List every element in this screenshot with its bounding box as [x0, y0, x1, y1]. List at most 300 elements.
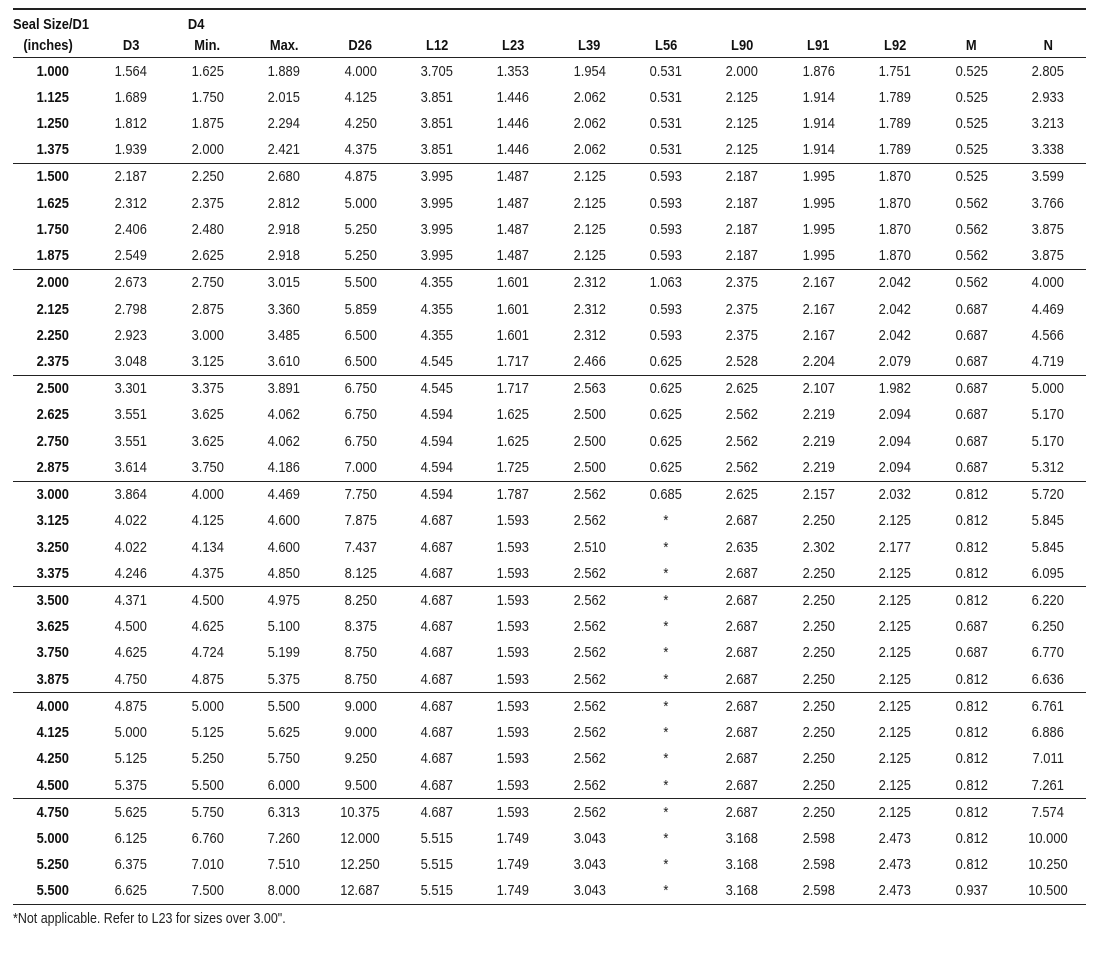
cell-value: 3.875 [1031, 247, 1064, 265]
table-cell [551, 746, 627, 772]
table-cell [780, 110, 856, 136]
table-cell [475, 375, 551, 402]
table-cell [322, 666, 398, 693]
d4-group-header: D4 [188, 16, 205, 33]
table-cell [628, 560, 704, 587]
table-row [13, 719, 1086, 745]
footnote: *Not applicable. Refer to L23 for sizes over 3.00". [13, 911, 286, 927]
table-cell [704, 825, 780, 851]
table-cell [1010, 375, 1087, 402]
cell-value: 2.598 [802, 882, 835, 900]
table-cell [169, 852, 245, 878]
cell-value: 4.125 [191, 512, 224, 530]
cell-value: 3.875 [1031, 220, 1064, 238]
table-cell [475, 799, 551, 826]
cell-value: 0.525 [955, 115, 988, 133]
cell-value: 2.562 [573, 512, 606, 530]
cell-value: 2.177 [878, 538, 912, 556]
cell-value: 2.923 [115, 326, 148, 344]
column-header-l56: L56 [633, 33, 699, 58]
table-cell [93, 375, 169, 402]
table-cell [322, 587, 398, 614]
table-cell [169, 348, 245, 375]
cell-value: 5.625 [267, 724, 301, 742]
cell-value: 4.355 [420, 326, 453, 344]
table-cell [704, 454, 780, 481]
cell-value: 1.593 [496, 670, 530, 688]
table-cell [399, 534, 475, 560]
cell-value: 4.687 [420, 750, 453, 768]
cell-value: 3.875 [36, 670, 70, 688]
column-header-l39: L39 [557, 33, 623, 58]
cell-value: 3.168 [726, 882, 759, 900]
seal-size-cell [13, 110, 93, 136]
table-row [13, 534, 1086, 560]
cell-value: 1.593 [496, 591, 530, 609]
table-row [13, 746, 1086, 772]
cell-value: 3.995 [420, 194, 453, 212]
table-cell [475, 296, 551, 322]
cell-value: 0.812 [955, 856, 988, 874]
table-cell [322, 560, 398, 587]
table-cell [399, 560, 475, 587]
table-cell [246, 825, 322, 851]
table-cell [246, 163, 322, 190]
table-cell [857, 375, 933, 402]
table-cell [933, 402, 1009, 428]
table-row [13, 825, 1086, 851]
table-cell [169, 216, 245, 242]
table-cell [628, 799, 704, 826]
table-cell [857, 137, 933, 164]
cell-value: 4.062 [267, 432, 301, 450]
table-cell [169, 269, 245, 296]
cell-value: 1.995 [802, 247, 835, 265]
cell-value: 2.680 [267, 168, 301, 186]
cell-value: 3.048 [115, 353, 148, 371]
cell-value: 2.042 [878, 300, 912, 318]
table-cell [93, 296, 169, 322]
cell-value: 2.598 [802, 829, 835, 847]
seal-size-cell [13, 693, 93, 720]
cell-value: 2.094 [878, 432, 912, 450]
cell-value: 4.250 [36, 750, 70, 768]
cell-value: 7.875 [344, 512, 377, 530]
seal-size-cell [13, 825, 93, 851]
cell-value: 6.500 [344, 326, 377, 344]
table-cell [933, 348, 1009, 375]
cell-value: * [663, 512, 669, 530]
table-cell [246, 481, 322, 508]
table-cell [780, 560, 856, 587]
cell-value: * [663, 856, 669, 874]
table-cell [1010, 666, 1087, 693]
table-cell [1010, 190, 1087, 216]
cell-value: 3.000 [36, 486, 70, 504]
table-cell [475, 348, 551, 375]
table-cell [780, 719, 856, 745]
cell-value: 1.593 [496, 776, 530, 794]
table-cell [399, 269, 475, 296]
cell-value: 1.487 [496, 168, 530, 186]
cell-value: 1.487 [496, 194, 530, 212]
table-cell [628, 216, 704, 242]
table-cell [246, 375, 322, 402]
table-cell [93, 454, 169, 481]
cell-value: 2.750 [191, 274, 224, 292]
table-cell [322, 878, 398, 905]
table-cell [169, 693, 245, 720]
table-cell [322, 110, 398, 136]
cell-value: 4.594 [420, 458, 453, 476]
table-cell [933, 799, 1009, 826]
cell-value: 5.312 [1031, 458, 1064, 476]
table-cell [246, 348, 322, 375]
cell-value: 2.798 [115, 300, 148, 318]
cell-value: 2.805 [1031, 62, 1064, 80]
cell-value: 2.687 [726, 618, 759, 636]
cell-value: 8.250 [344, 591, 377, 609]
table-cell [1010, 428, 1087, 454]
cell-value: 0.812 [955, 697, 988, 715]
table-cell [551, 137, 627, 164]
cell-value: 2.918 [267, 220, 301, 238]
table-cell [933, 428, 1009, 454]
table-cell [246, 190, 322, 216]
table-cell [780, 322, 856, 348]
cell-value: 2.687 [726, 697, 759, 715]
cell-value: 0.687 [955, 458, 988, 476]
table-cell [246, 719, 322, 745]
table-cell [857, 58, 933, 85]
table-cell [169, 110, 245, 136]
table-cell [93, 322, 169, 348]
cell-value: 5.859 [344, 300, 377, 318]
cell-value: 1.125 [36, 88, 70, 106]
seal-size-cell [13, 269, 93, 296]
cell-value: 3.375 [36, 564, 70, 582]
table-cell [246, 772, 322, 799]
cell-value: 1.593 [496, 750, 530, 768]
table-cell [704, 110, 780, 136]
table-cell [551, 402, 627, 428]
table-cell [322, 269, 398, 296]
cell-value: 4.545 [420, 353, 453, 371]
table-cell [322, 322, 398, 348]
cell-value: 1.601 [496, 326, 530, 344]
table-cell [399, 693, 475, 720]
cell-value: 2.549 [115, 247, 148, 265]
cell-value: 2.015 [267, 88, 301, 106]
cell-value: * [663, 724, 669, 742]
cell-value: 2.125 [878, 591, 912, 609]
cell-value: 2.219 [802, 458, 835, 476]
table-cell [246, 110, 322, 136]
table-cell [857, 693, 933, 720]
table-cell [704, 322, 780, 348]
cell-value: 4.469 [267, 486, 301, 504]
header-column-row [13, 33, 1086, 58]
table-cell [246, 534, 322, 560]
table-cell [399, 454, 475, 481]
cell-value: 4.125 [344, 88, 377, 106]
cell-value: 2.125 [878, 697, 912, 715]
cell-value: 9.000 [344, 697, 377, 715]
cell-value: 0.562 [955, 194, 988, 212]
column-header-d4-min: Min. [175, 33, 241, 58]
cell-value: 2.466 [573, 353, 606, 371]
cell-value: 1.593 [496, 644, 530, 662]
table-cell [857, 746, 933, 772]
seal-size-cell [13, 243, 93, 270]
table-cell [1010, 587, 1087, 614]
table-cell [475, 772, 551, 799]
table-cell [93, 348, 169, 375]
cell-value: 2.032 [878, 486, 912, 504]
table-cell [933, 269, 1009, 296]
table-cell [1010, 719, 1087, 745]
table-cell [93, 163, 169, 190]
cell-value: 1.875 [191, 115, 224, 133]
table-cell [628, 534, 704, 560]
table-cell [475, 428, 551, 454]
table-cell [399, 852, 475, 878]
cell-value: 0.562 [955, 220, 988, 238]
cell-value: 2.219 [802, 432, 835, 450]
table-cell [551, 508, 627, 534]
cell-value: 4.000 [1031, 274, 1064, 292]
table-cell [704, 772, 780, 799]
cell-value: 2.167 [802, 326, 835, 344]
cell-value: 2.167 [802, 300, 835, 318]
cell-value: 1.625 [191, 62, 224, 80]
cell-value: 2.812 [267, 194, 301, 212]
cell-value: 7.750 [344, 486, 377, 504]
table-cell [475, 878, 551, 905]
seal-size-cell [13, 58, 93, 85]
cell-value: 1.751 [878, 62, 912, 80]
cell-value: 3.250 [36, 538, 70, 556]
table-cell [780, 825, 856, 851]
table-cell [780, 243, 856, 270]
cell-value: 5.515 [420, 882, 453, 900]
cell-value: 2.562 [726, 458, 759, 476]
table-cell [322, 481, 398, 508]
table-cell [399, 348, 475, 375]
cell-value: 2.125 [878, 618, 912, 636]
cell-value: 4.000 [191, 486, 224, 504]
table-cell [246, 402, 322, 428]
cell-value: 2.094 [878, 458, 912, 476]
table-cell [1010, 58, 1087, 85]
table-cell [933, 640, 1009, 666]
cell-value: 2.375 [726, 300, 759, 318]
table-cell [475, 216, 551, 242]
table-cell [933, 878, 1009, 905]
cell-value: 5.250 [344, 220, 377, 238]
cell-value: 4.687 [420, 724, 453, 742]
cell-value: 3.891 [267, 380, 301, 398]
table-cell [628, 746, 704, 772]
table-cell [322, 402, 398, 428]
table-cell [628, 84, 704, 110]
cell-value: 2.187 [726, 194, 759, 212]
cell-value: 1.717 [496, 380, 530, 398]
cell-value: 2.510 [573, 538, 606, 556]
cell-value: 2.250 [802, 776, 835, 794]
cell-value: 2.562 [573, 618, 606, 636]
table-cell [475, 110, 551, 136]
cell-value: 4.687 [420, 538, 453, 556]
table-cell [628, 772, 704, 799]
table-cell [169, 878, 245, 905]
table-cell [169, 84, 245, 110]
cell-value: 3.851 [420, 88, 453, 106]
table-cell [475, 84, 551, 110]
table-cell [169, 375, 245, 402]
seal-size-cell [13, 746, 93, 772]
table-cell [704, 719, 780, 745]
cell-value: 4.500 [191, 591, 224, 609]
table-cell [322, 375, 398, 402]
table-row [13, 560, 1086, 587]
cell-value: 6.750 [344, 380, 377, 398]
cell-value: 2.125 [726, 115, 759, 133]
cell-value: 2.312 [573, 326, 606, 344]
table-cell [322, 640, 398, 666]
cell-value: 2.079 [878, 353, 912, 371]
cell-value: 7.500 [191, 882, 224, 900]
table-cell [1010, 825, 1087, 851]
table-cell [475, 666, 551, 693]
table-cell [322, 825, 398, 851]
cell-value: 6.636 [1031, 670, 1064, 688]
cell-value: 3.338 [1031, 141, 1064, 159]
cell-value: 5.515 [420, 829, 453, 847]
cell-value: 5.170 [1031, 406, 1064, 424]
cell-value: 6.750 [344, 432, 377, 450]
cell-value: * [663, 829, 669, 847]
table-cell [857, 852, 933, 878]
table-cell [246, 746, 322, 772]
table-row [13, 799, 1086, 826]
table-cell [399, 322, 475, 348]
table-cell [704, 163, 780, 190]
table-cell [933, 58, 1009, 85]
column-header-l92: L92 [862, 33, 928, 58]
cell-value: 4.469 [1031, 300, 1064, 318]
cell-value: 3.995 [420, 220, 453, 238]
table-cell [93, 84, 169, 110]
table-cell [93, 852, 169, 878]
table-cell [933, 560, 1009, 587]
seal-size-cell [13, 375, 93, 402]
cell-value: 4.975 [267, 591, 301, 609]
table-cell [933, 110, 1009, 136]
table-cell [322, 719, 398, 745]
table-row [13, 454, 1086, 481]
cell-value: 3.375 [191, 380, 224, 398]
cell-value: 9.000 [344, 724, 377, 742]
table-cell [246, 878, 322, 905]
cell-value: 7.260 [267, 829, 301, 847]
cell-value: 2.250 [802, 750, 835, 768]
cell-value: 6.886 [1031, 724, 1064, 742]
cell-value: 3.750 [36, 644, 70, 662]
cell-value: 5.250 [36, 856, 70, 874]
cell-value: 2.562 [573, 670, 606, 688]
cell-value: 2.562 [573, 644, 606, 662]
table-cell [399, 640, 475, 666]
column-header-m: M [938, 33, 1004, 58]
cell-value: 5.250 [344, 247, 377, 265]
cell-value: * [663, 644, 669, 662]
cell-value: 3.213 [1031, 115, 1064, 133]
table-cell [1010, 746, 1087, 772]
table-cell [780, 190, 856, 216]
table-cell [322, 746, 398, 772]
table-cell [551, 587, 627, 614]
cell-value: 3.995 [420, 168, 453, 186]
table-cell [93, 746, 169, 772]
table-cell [628, 348, 704, 375]
cell-value: 5.000 [36, 829, 70, 847]
table-cell [322, 693, 398, 720]
table-cell [780, 640, 856, 666]
cell-value: 9.250 [344, 750, 377, 768]
cell-value: 5.000 [1031, 380, 1064, 398]
cell-value: 0.525 [955, 141, 988, 159]
table-cell [857, 719, 933, 745]
table-cell [628, 243, 704, 270]
table-cell [628, 666, 704, 693]
cell-value: 5.750 [267, 750, 301, 768]
table-cell [322, 216, 398, 242]
cell-value: 0.937 [955, 882, 988, 900]
cell-value: 1.954 [573, 62, 606, 80]
cell-value: 2.125 [878, 512, 912, 530]
table-cell [475, 640, 551, 666]
cell-value: 1.876 [802, 62, 835, 80]
cell-value: 7.510 [267, 856, 301, 874]
table-cell [704, 640, 780, 666]
cell-value: 2.687 [726, 644, 759, 662]
table-cell [1010, 216, 1087, 242]
table-cell [93, 428, 169, 454]
table-cell [322, 243, 398, 270]
cell-value: 2.421 [267, 141, 301, 159]
cell-value: 3.301 [115, 380, 148, 398]
cell-value: 0.625 [649, 406, 682, 424]
table-cell [780, 402, 856, 428]
table-cell [1010, 296, 1087, 322]
cell-value: 2.875 [191, 300, 224, 318]
table-cell [246, 799, 322, 826]
table-cell [169, 587, 245, 614]
table-cell [1010, 137, 1087, 164]
table-cell [1010, 508, 1087, 534]
table-cell [628, 322, 704, 348]
table-cell [704, 243, 780, 270]
cell-value: 3.625 [191, 406, 224, 424]
table-row [13, 110, 1086, 136]
cell-value: 1.625 [496, 432, 530, 450]
table-row [13, 852, 1086, 878]
cell-value: 10.375 [340, 803, 381, 821]
cell-value: 2.625 [36, 406, 70, 424]
table-cell [399, 375, 475, 402]
cell-value: 3.614 [115, 458, 148, 476]
